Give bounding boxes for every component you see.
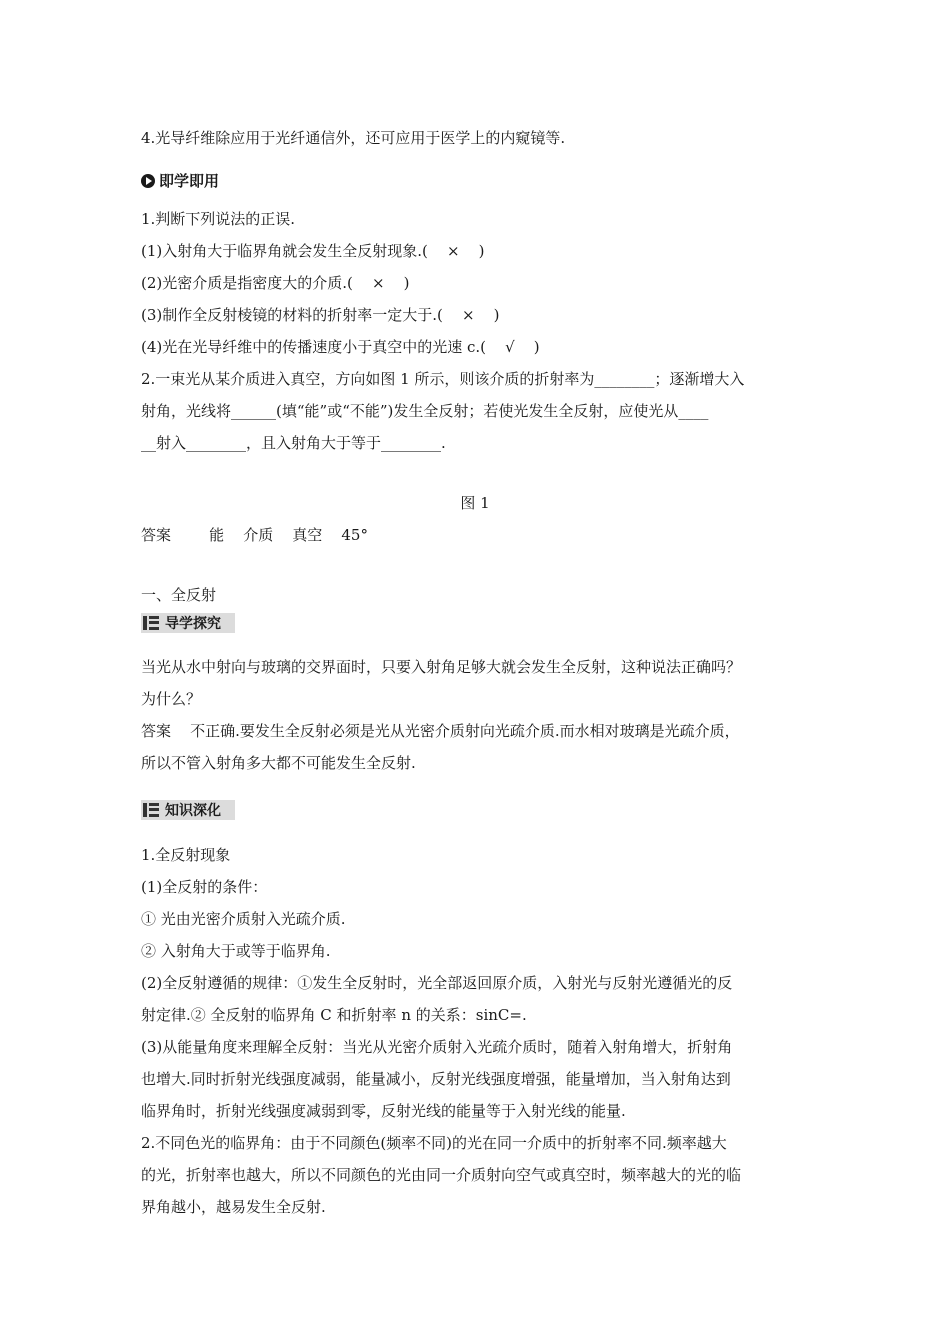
knowledge-line: 的光，折射率也越大，所以不同颜色的光由同一介质射向空气或真空时，频率越大的光的临	[141, 1166, 742, 1184]
q1-item: (4)光在光导纤维中的传播速度小于真空中的光速 c.( √ )	[141, 338, 540, 356]
q1-item: (2)光密介质是指密度大的介质.( × )	[141, 274, 410, 292]
q1-title: 1.判断下列说法的正误.	[141, 210, 296, 228]
knowledge-line: 1.全反射现象	[141, 846, 231, 864]
knowledge-box-header	[141, 800, 235, 820]
section-bars-icon	[143, 616, 159, 630]
section-practice-header	[141, 170, 219, 191]
knowledge-line: (2)全反射遵循的规律：①发生全反射时，光全部返回原介质，入射光与反射光遵循光的反	[141, 974, 733, 992]
q1-item: (1)入射角大于临界角就会发生全反射现象.( × )	[141, 242, 485, 260]
knowledge-line: 界角越小，越易发生全反射.	[141, 1198, 326, 1216]
intro-line: 4.光导纤维除应用于光纤通信外，还可应用于医学上的内窥镜等.	[141, 129, 566, 147]
play-icon	[141, 174, 155, 188]
guide-line: 当光从水中射向与玻璃的交界面时，只要入射角足够大就会发生全反射，这种说法正确吗？	[141, 658, 742, 676]
section-bars-icon	[143, 803, 159, 817]
q2-line: 2.一束光从某介质进入真空，方向如图 1 所示，则该介质的折射率为________；逐渐增大入	[141, 370, 745, 388]
knowledge-line: (3)从能量角度来理解全反射：当光从光密介质射入光疏介质时，随着入射角增大，折射角	[141, 1038, 733, 1056]
knowledge-line: 2.不同色光的临界角：由于不同颜色(频率不同)的光在同一介质中的折射率不同.频率越大	[141, 1134, 727, 1152]
guide-box-title: 导学探究	[165, 616, 221, 632]
guide-box-header	[141, 613, 235, 633]
q2-line: 射角，光线将______(填“能”或“不能”)发生全反射；若使光发生全反射，应使光从____	[141, 402, 709, 420]
q1-item: (3)制作全反射棱镜的材料的折射率一定大于.( × )	[141, 306, 500, 324]
knowledge-line: 也增大.同时折射光线强度减弱，能量减小，反射光线强度增强，能量增加，当入射角达到	[141, 1070, 731, 1088]
q2-line: __射入________，且入射角大于等于________.	[141, 434, 446, 452]
knowledge-line: (1)全反射的条件：	[141, 878, 268, 896]
knowledge-line: 射定律.② 全反射的临界角 C 和折射率 n 的关系：sinC=.	[141, 1006, 527, 1024]
knowledge-line: ② 入射角大于或等于临界角.	[141, 942, 331, 960]
guide-line: 为什么？	[141, 690, 202, 708]
knowledge-box-title: 知识深化	[165, 803, 221, 819]
guide-line: 所以不管入射角多大都不可能发生全反射.	[141, 754, 416, 772]
heading-total-reflection: 一、全反射	[141, 586, 217, 604]
guide-line: 答案 不正确.要发生全反射必须是光从光密介质射向光疏介质.而水相对玻璃是光疏介质，	[141, 722, 740, 740]
knowledge-line: ① 光由光密介质射入光疏介质.	[141, 910, 346, 928]
section-practice-title: 即学即用	[159, 172, 220, 190]
answer-line: 答案 能 介质 真空 45°	[141, 526, 368, 544]
knowledge-line: 临界角时，折射光线强度减弱到零，反射光线的能量等于入射光线的能量.	[141, 1102, 626, 1120]
figure-caption: 图 1	[460, 494, 490, 512]
